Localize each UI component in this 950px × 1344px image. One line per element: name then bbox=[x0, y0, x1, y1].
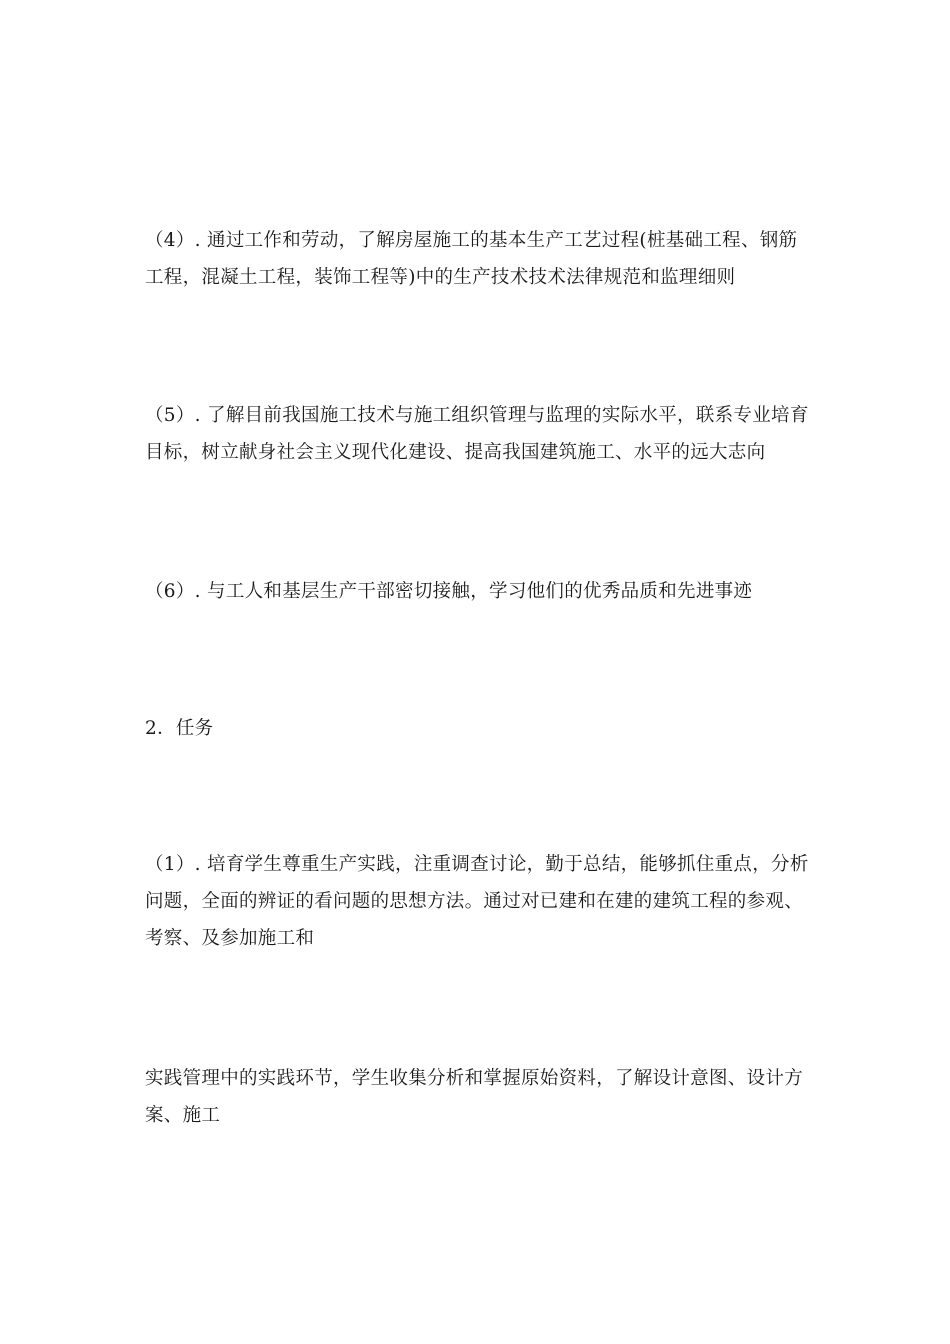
paragraph-objective-5: （5）. 了解目前我国施工技术与施工组织管理与监理的实际水平，联系专业培育目标，树立献身社会主义现代化建设、提高我国建筑施工、水平的远大志向 bbox=[145, 405, 809, 463]
paragraph-objective-6: （6）. 与工人和基层生产干部密切接触，学习他们的优秀品质和先进事迹 bbox=[145, 581, 753, 602]
paragraph-task-1-continued: 实践管理中的实践环节，学生收集分析和掌握原始资料，了解设计意图、设计方案、施工 bbox=[145, 1068, 804, 1126]
paragraph-task-1: （1）. 培育学生尊重生产实践，注重调查讨论，勤于总结，能够抓住重点，分析问题，全面的辨证的看问题的思想方法。通过对已建和在建的建筑工程的参观、考察、及参加施工和 bbox=[145, 854, 809, 949]
paragraph-objective-4: （4）. 通过工作和劳动，了解房屋施工的基本生产工艺过程(桩基础工程、钢筋工程，混凝土工程，装饰工程等)中的生产技术技术法律规范和监理细则 bbox=[145, 230, 798, 288]
section-heading-tasks: 2．任务 bbox=[145, 718, 214, 739]
